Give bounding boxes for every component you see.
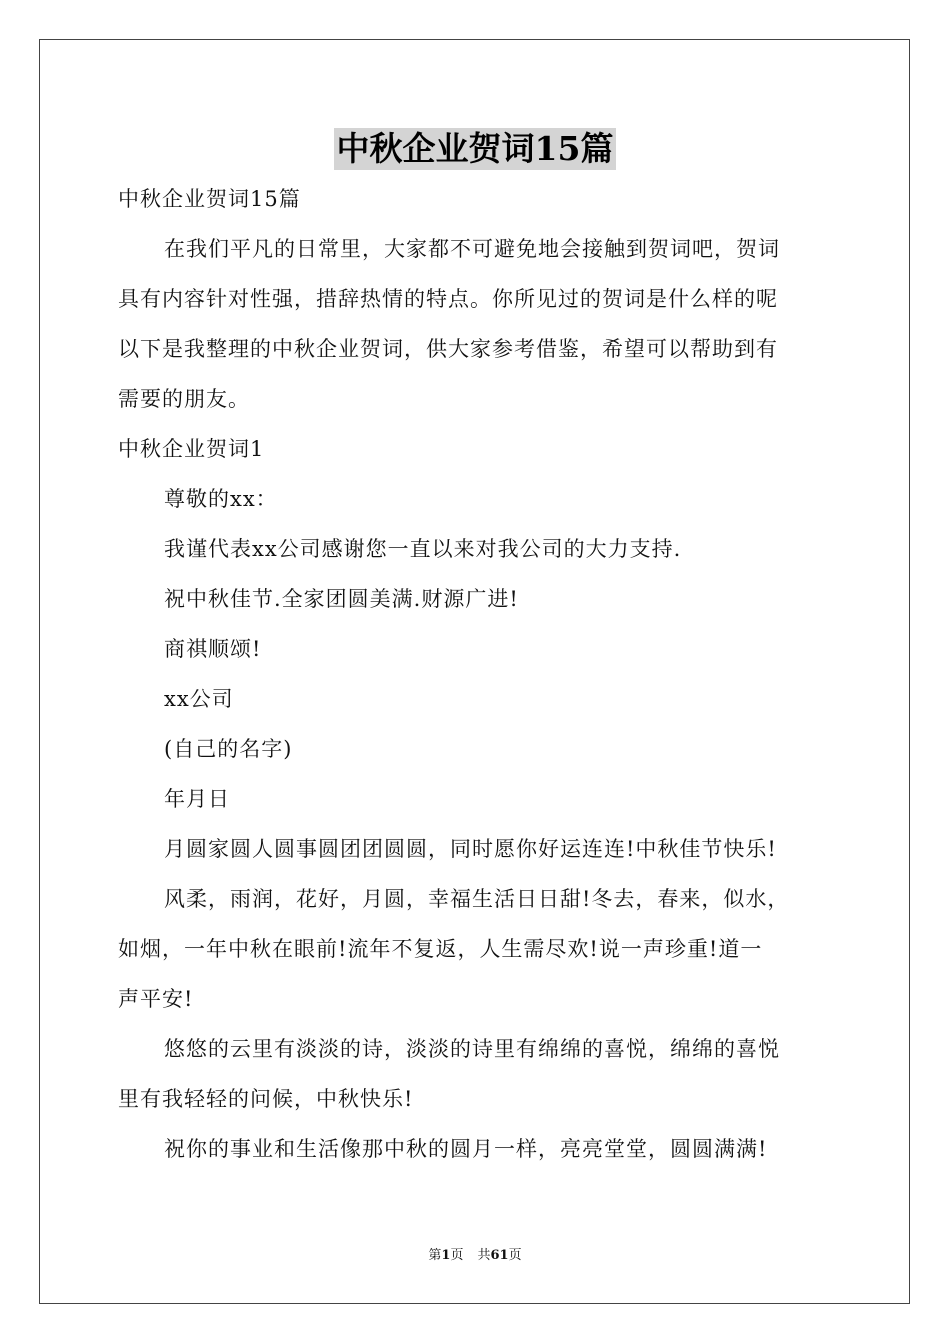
- signature-name: (自己的名字): [164, 737, 293, 761]
- body-line: 我谨代表xx公司感谢您一直以来对我公司的大力支持.: [164, 537, 682, 561]
- page-footer: [0, 1246, 950, 1266]
- document-title: 中秋企业贺词15篇: [334, 128, 617, 170]
- body-line: 里有我轻轻的问候，中秋快乐!: [118, 1087, 414, 1111]
- body-line: 在我们平凡的日常里，大家都不可避免地会接触到贺词吧，贺词: [164, 237, 780, 261]
- salutation: 尊敬的xx：: [164, 487, 278, 511]
- signature-date: 年月日: [164, 787, 230, 811]
- total-prefix: 共: [477, 1248, 491, 1263]
- body-line: 中秋企业贺词15篇: [118, 187, 301, 211]
- page-prefix: 第: [428, 1248, 442, 1263]
- body-line: 祝中秋佳节.全家团圆美满.财源广进!: [164, 587, 519, 611]
- total-suffix: 页: [508, 1248, 522, 1263]
- body-line: 月圆家圆人圆事圆团团圆圆，同时愿你好运连连!中秋佳节快乐!: [164, 837, 777, 861]
- section-heading: 中秋企业贺词1: [118, 437, 265, 461]
- body-line: 祝你的事业和生活像那中秋的圆月一样，亮亮堂堂，圆圆满满!: [164, 1137, 768, 1161]
- body-line: 需要的朋友。: [118, 387, 250, 411]
- body-line: 如烟，一年中秋在眼前!流年不复返，人生需尽欢!说一声珍重!道一: [118, 937, 763, 961]
- body-line: 悠悠的云里有淡淡的诗，淡淡的诗里有绵绵的喜悦，绵绵的喜悦: [164, 1037, 780, 1061]
- body-line: 风柔，雨润，花好，月圆，幸福生活日日甜!冬去，春来，似水，: [164, 887, 790, 911]
- title-container: [0, 128, 950, 170]
- page-number: 1: [441, 1248, 451, 1263]
- document-body: [118, 174, 834, 1174]
- total-pages: 61: [490, 1248, 509, 1263]
- body-line: 声平安!: [118, 987, 194, 1011]
- body-line: 以下是我整理的中秋企业贺词，供大家参考借鉴，希望可以帮助到有: [118, 337, 778, 361]
- body-line: 具有内容针对性强，措辞热情的特点。你所见过的贺词是什么样的呢: [118, 287, 778, 311]
- signature-company: xx公司: [164, 687, 234, 711]
- page-suffix: 页: [450, 1248, 464, 1263]
- closing-line: 商祺顺颂!: [164, 637, 262, 661]
